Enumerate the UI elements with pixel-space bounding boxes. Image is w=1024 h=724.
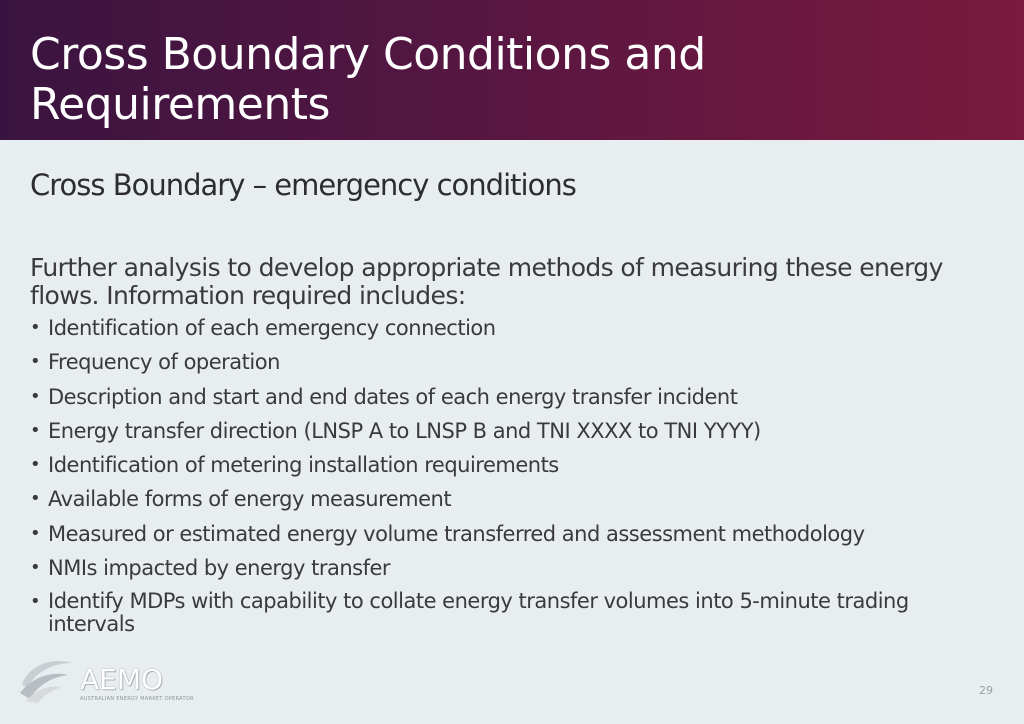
bullet-icon: • bbox=[30, 317, 41, 338]
list-item-text: Identification of each emergency connection bbox=[48, 316, 496, 340]
list-item bbox=[30, 453, 970, 477]
list-item bbox=[30, 556, 970, 580]
list-item-text: Identify MDPs with capability to collate energy transfer volumes into 5-minute trading intervals bbox=[48, 589, 909, 637]
list-item bbox=[30, 385, 970, 409]
logo-tagline: AUSTRALIAN ENERGY MARKET OPERATOR bbox=[80, 696, 194, 702]
intro-paragraph: Further analysis to develop appropriate methods of measuring these energy flows. Information required includes: bbox=[30, 253, 943, 310]
list-item-text: Available forms of energy measurement bbox=[48, 487, 452, 512]
list-item-text: Identification of metering installation requirements bbox=[48, 453, 559, 478]
bullet-icon: • bbox=[30, 557, 41, 579]
list-item-text: Description and start and end dates of each energy transfer incident bbox=[48, 384, 738, 409]
list-item bbox=[30, 522, 970, 546]
aemo-swirl-icon bbox=[18, 655, 76, 705]
page-number: 29 bbox=[979, 684, 993, 697]
requirements-list bbox=[30, 316, 970, 647]
list-item-text: Energy transfer direction (LNSP A to LNSP B and TNI XXXX to TNI YYYY) bbox=[48, 418, 761, 443]
bullet-icon: • bbox=[30, 454, 41, 476]
bullet-icon: • bbox=[30, 591, 41, 613]
list-item-text: NMIs impacted by energy transfer bbox=[48, 556, 391, 581]
title-banner bbox=[0, 0, 1024, 140]
list-item-text: Frequency of operation bbox=[48, 350, 280, 375]
bullet-icon: • bbox=[30, 351, 41, 373]
bullet-icon: • bbox=[30, 385, 41, 407]
slide-title-line-1: Cross Boundary Conditions and bbox=[30, 29, 706, 80]
bullet-icon: • bbox=[30, 419, 41, 441]
bullet-icon: • bbox=[30, 488, 41, 510]
list-item bbox=[30, 590, 970, 636]
list-item-text: Measured or estimated energy volume transferred and assessment methodology bbox=[48, 521, 865, 546]
aemo-logo bbox=[18, 655, 194, 707]
bullet-icon: • bbox=[30, 522, 41, 544]
list-item bbox=[30, 487, 970, 511]
list-item bbox=[30, 316, 970, 340]
slide-title bbox=[30, 30, 930, 130]
list-item bbox=[30, 350, 970, 374]
slide-title-line-2: Requirements bbox=[30, 79, 330, 130]
logo-wordmark: AEMO bbox=[80, 663, 164, 696]
section-subtitle: Cross Boundary – emergency conditions bbox=[30, 168, 576, 202]
list-item bbox=[30, 419, 970, 443]
